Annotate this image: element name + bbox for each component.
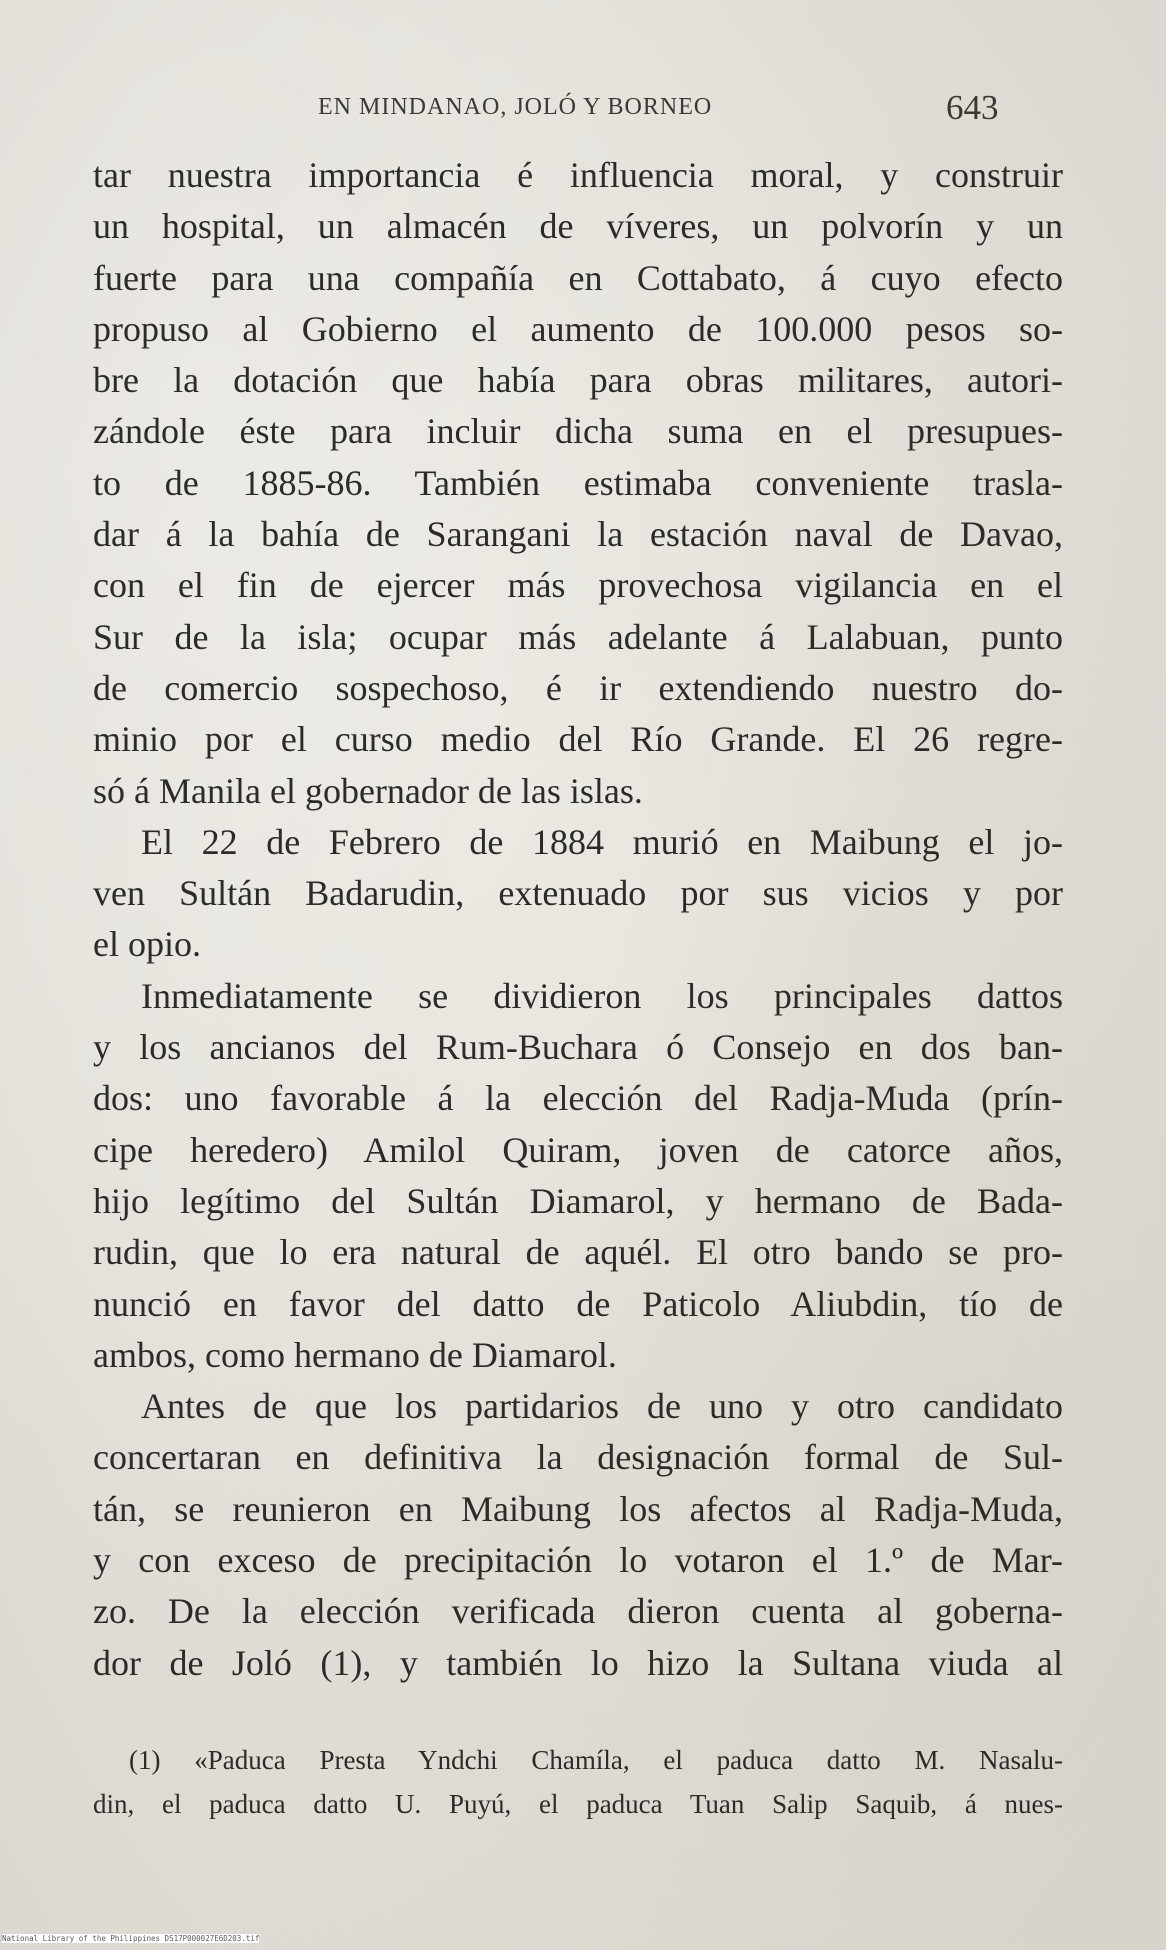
text-line: só á Manila el gobernador de las islas.: [93, 770, 643, 811]
body-text: [93, 150, 1063, 1689]
scan-credit: National Library of the Philippines DS17P000027E6D203.tif: [2, 1934, 260, 1943]
running-head-title: EN MINDANAO, JOLÓ Y BORNEO: [318, 94, 713, 120]
text-line: tán, se reunieron en Maibung los afectos al Radja-Muda,: [93, 1488, 1063, 1529]
text-line: tar nuestra importancia é influencia moral, y construir: [93, 155, 1063, 195]
text-line: concertaran en definitiva la designación formal de Sul-: [93, 1437, 1063, 1478]
text-line: de comercio sospechoso, é ir extendiendo nuestro do-: [93, 667, 1063, 708]
text-line: fuerte para una compañía en Cottabato, á cuyo efecto: [93, 257, 1063, 298]
text-line: dar á la bahía de Sarangani la estación naval de Davao,: [93, 514, 1063, 555]
text-line: propuso al Gobierno el aumento de 100.000 pesos so-: [93, 308, 1063, 349]
text-line: minio por el curso medio del Río Grande. El 26 regre-: [93, 719, 1063, 760]
text-line: el opio.: [93, 924, 201, 965]
text-line: ambos, como hermano de Diamarol.: [93, 1334, 617, 1375]
footnote-line: din, el paduca datto U. Puyú, el paduca Tuan Salip Saquib, á nues-: [93, 1789, 1063, 1819]
text-line: cipe heredero) Amilol Quiram, joven de catorce años,: [93, 1129, 1063, 1170]
text-line: El 22 de Febrero de 1884 murió en Maibung el jo-: [141, 821, 1063, 862]
text-line: hijo legítimo del Sultán Diamarol, y hermano de Bada-: [93, 1180, 1063, 1221]
text-line: dos: uno favorable á la elección del Radja-Muda (prín-: [93, 1078, 1063, 1119]
text-line: un hospital, un almacén de víveres, un polvorín y un: [93, 206, 1063, 247]
text-line: to de 1885-86. También estimaba conveniente trasla-: [93, 462, 1063, 503]
text-line: bre la dotación que había para obras militares, autori-: [93, 360, 1063, 401]
footnote-line: (1) «Paduca Presta Yndchi Chamíla, el paduca datto M. Nasalu-: [129, 1745, 1063, 1775]
text-line: nunció en favor del datto de Paticolo Aliubdin, tío de: [93, 1283, 1063, 1324]
text-line: con el fin de ejercer más provechosa vigilancia en el: [93, 565, 1063, 606]
text-line: rudin, que lo era natural de aquél. El otro bando se pro-: [93, 1232, 1063, 1273]
text-line: ven Sultán Badarudin, extenuado por sus vicios y por: [93, 873, 1063, 914]
text-line: zándole éste para incluir dicha suma en el presupues-: [93, 411, 1063, 452]
footnote: [93, 1738, 1063, 1826]
text-line: Inmediatamente se dividieron los principales dattos: [141, 975, 1063, 1016]
page-number: 643: [946, 88, 999, 127]
text-line: dor de Joló (1), y también lo hizo la Sultana viuda al: [93, 1642, 1063, 1683]
text-line: y los ancianos del Rum-Buchara ó Consejo en dos ban-: [93, 1027, 1063, 1068]
text-line: Sur de la isla; ocupar más adelante á Lalabuan, punto: [93, 616, 1063, 657]
text-line: y con exceso de precipitación lo votaron el 1.º de Mar-: [93, 1540, 1063, 1581]
text-line: zo. De la elección verificada dieron cuenta al goberna-: [93, 1591, 1063, 1632]
text-line: Antes de que los partidarios de uno y otro candidato: [141, 1386, 1063, 1427]
running-head: [0, 86, 1166, 126]
